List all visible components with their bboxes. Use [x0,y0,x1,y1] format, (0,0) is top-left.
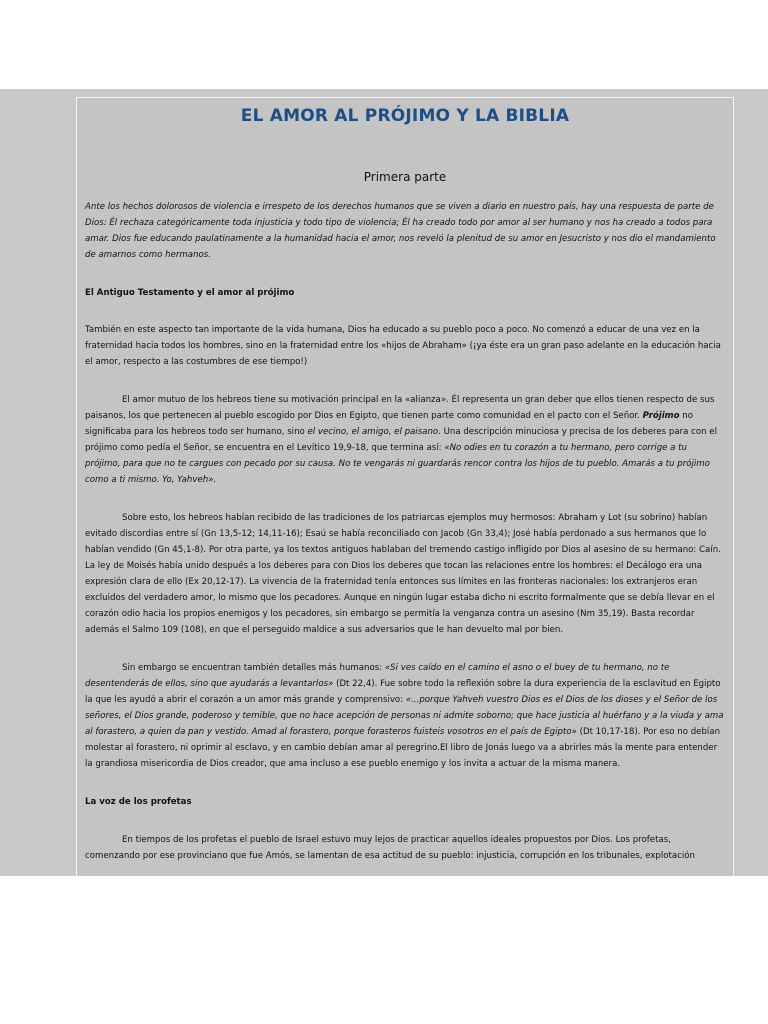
document-page [76,97,734,876]
document-content [77,105,733,864]
paragraph-4-quote-2: «...porque Yahveh vuestro Dios es el Dios de los dioses y el Señor de los señores, el Dios grande, poderoso y temible, que no hace acepción de personas ni admite soborno; que hace justicia al huérfano y a la viuda y ama al forastero, a quien da pan y vestido. Amad al forastero, porque forasteros fuisteis vosotros en el país de Egipto» [85,695,724,737]
paragraph-4-text-c: (Dt 22,4). Fue sobre todo la reflexión sobre la dura experiencia de la esclavitud en Egipto la que les ayudó a abrir el corazón a un amor más grande y comprensivo: [85,679,721,705]
paragraph-2-text-e: . Una descripción minuciosa y precisa de los deberes para con el prójimo como pedía el Señor, se encuentra en el Levítico 19,9-18, que termina así: [85,427,717,453]
paragraph-2-quote: «No odies en tu corazón a tu hermano, pero corrige a tu prójimo, para que no te cargues con pecado por su causa. No te vengarás ni guardarás rencor contra los hijos de tu pueblo. Amarás a tu prójimo como a ti mismo. Yo, Yahveh». [85,443,710,485]
intro-paragraph: Ante los hechos dolorosos de violencia e irrespeto de los derechos humanos que se viven a diario en nuestro país, hay una respuesta de parte de Dios: Él rechaza categóricamente toda injusticia y todo tipo de violencia; Él ha creado todo por amor al ser humano y nos ha creado a todos para amar. Dios fue educando paulatinamente a la humanidad hacia el amor, nos reveló la plenitud de su amor en Jesucristo y nos dio el mandamiento de amarnos como hermanos. [85,202,716,260]
section-heading-antiguo-testamento: El Antiguo Testamento y el amor al prójimo [85,288,295,298]
paragraph-2-projimo: Prójimo [642,411,680,421]
paragraph-1: También en este aspecto tan importante de la vida humana, Dios ha educado a su pueblo poco a poco. No comenzó a educar de una vez en la fraternidad hacia todos los hombres, sino en la fraternidad entre los «hijos de Abraham» (¡ya éste era un gran paso adelante en la educación hacia el amor, respecto a las costumbres de ese tiempo!) [85,325,721,367]
paragraph-4-quote-1: «Si ves caído en el camino el asno o el buey de tu hermano, no te desentenderás de ellos, sino que ayudarás a levantarlos» [85,663,670,689]
document-title: EL AMOR AL PRÓJIMO Y LA BIBLIA [240,106,570,126]
paragraph-2 [85,392,725,488]
paragraph-2-text-c: no significaba para los hebreos todo ser humano, sino [85,411,693,437]
paragraph-3: Sobre esto, los hebreos habían recibido de las tradiciones de los patriarcas ejemplos muy hermosos: Abraham y Lot (su sobrino) habían evitado discordias entre sí (Gn 13,5-12; 14,11-16); Esaú se había reconciliado con Jacob (Gn 33,4); José había perdonado a sus hermanos que lo habían vendido (Gn 45,1-8). Por otra parte, ya los textos antiguos hablaban del tremendo castigo infligido por Dios al asesino de su hermano: Caín. La ley de Moisés había unido después a los deberes para con Dios los deberes que tocan las relaciones entre los hombres: el Decálogo era una expresión clara de ello (Ex 20,12-17). La vivencia de la fraternidad tenía entonces sus límites en las fronteras nacionales: los extranjeros eran excluidos del verdadero amor, lo mismo que los pecadores. Aunque en ningún lugar estaba dicho ni escrito formalmente que se debía llevar en el corazón odio hacia los propios enemigos y los pecadores, sin embargo se permitía la venganza contra un asesino (Nm 35,19). Basta recordar además el Salmo 109 (108), en que el perseguido maldice a sus adversarios que le han devuelto mal por bien. [85,513,721,635]
paragraph-4 [85,660,725,772]
paragraph-4-text-a: Sin embargo se encuentran también detalles más humanos: [122,663,385,673]
paragraph-4-text-e: (Dt 10,17-18). Por eso no debían molestar al forastero, ni oprimir al esclavo, y en cambio debían amar al peregrino.El libro de Jonás luego va a abrirles más la mente para entender la grandiosa misericordia de Dios creador, que ama incluso a ese pueblo enemigo y los invita a actuar de la misma manera. [85,727,721,769]
document-subtitle: Primera parte [363,170,447,184]
section-heading-profetas: La voz de los profetas [85,797,192,807]
paragraph-2-vecino: el vecino, el amigo, el paisano [307,427,439,437]
paragraph-5: En tiempos de los profetas el pueblo de Israel estuvo muy lejos de practicar aquellos ideales propuestos por Dios. Los profetas, comenzando por ese provinciano que fue Amós, se lamentan de esa actitud de su pueblo: injusticia, corrupción en los tribunales, explotación [85,835,695,861]
paragraph-2-text-a: El amor mutuo de los hebreos tiene su motivación principal en la «alianza». Él representa un gran deber que ellos tienen respecto de sus paisanos, los que pertenecen al pueblo escogido por Dios en Egipto, que tienen parte como comunidad en el pacto con el Señor. [85,395,715,421]
